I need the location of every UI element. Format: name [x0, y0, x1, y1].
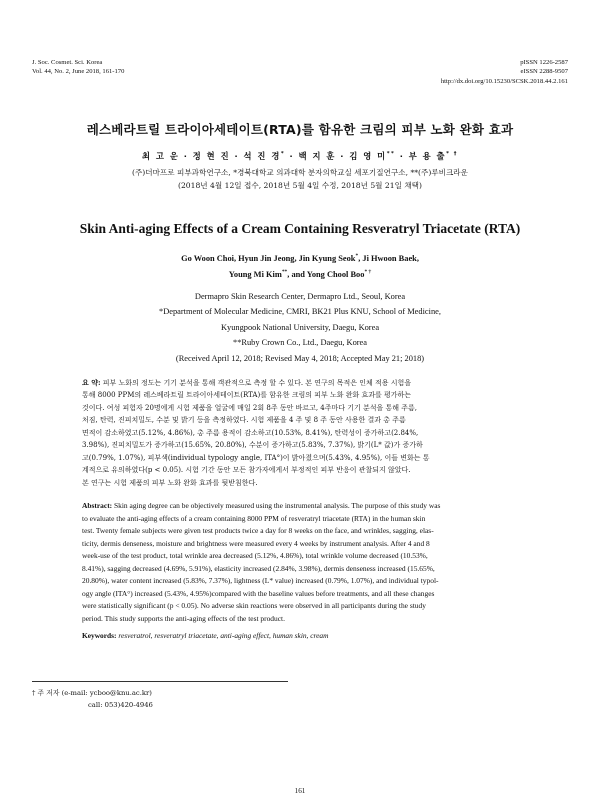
english-abstract-line: Abstract: Skin aging degree can be objectively measured using the instrumental analysis. The purpose of this study was: [82, 501, 441, 510]
keywords-value: resveratrol, resveratryl triacetate, anti-aging effect, human skin, cream: [116, 631, 329, 640]
english-abstract: [82, 500, 518, 625]
korean-abstract-line: 처짐, 탄력, 진피치밀도, 수분 및 밝기 등을 측정하였다. 시험 제품을 4 주 및 8 주 동안 사용한 결과 총 주름: [82, 416, 406, 425]
korean-abstract-line: 요 약: 피부 노화의 정도는 기기 분석을 통해 객관적으로 측정 할 수 있다. 본 연구의 목적은 인체 적용 시험을: [82, 378, 412, 387]
page-number: 161: [294, 787, 306, 795]
korean-abstract-label: 요 약:: [82, 378, 101, 387]
korean-abstract: [82, 377, 518, 489]
english-dates: (Received April 12, 2018; Revised May 4, 2018; Accepted May 21; 2018): [175, 353, 425, 363]
english-sup-star-dagger: * †: [364, 269, 372, 276]
footnote-email: † 주 저자 (e-mail: ycboo@knu.ac.kr): [32, 689, 152, 697]
english-abstract-line: week-use of the test product, total wrinkle area decreased (5.12%, 4.86%), total wrinkle volume decreased (10.53%,: [82, 551, 428, 561]
english-sup-star: *: [355, 253, 359, 260]
footnote-phone: call: 053)420-4946: [88, 701, 153, 709]
korean-abstract-line: 본 연구는 시험 제품의 피부 노화 완화 효과를 뒷받침한다.: [82, 478, 258, 487]
keywords: [82, 631, 518, 640]
korean-affiliation: [40, 167, 560, 192]
english-abstract-line: test. Twenty female subjects were given test products twice a day for 8 weeks on the face, and wrinkles, sagging, elas-: [82, 526, 434, 536]
english-sup-dstar: **: [281, 269, 288, 276]
english-authors-1a: Go Woon Choi, Hyun Jin Jeong, Jin Kyung Seok: [181, 254, 356, 263]
english-title: Skin Anti-aging Effects of a Cream Containing Resveratryl Triacetate (RTA): [79, 221, 521, 236]
english-affil-line2: *Department of Molecular Medicine, CMRI, BK21 Plus KNU, School of Medicine,: [159, 307, 441, 317]
english-authors-2a: Young Mi Kim: [228, 270, 282, 279]
english-affil-line4: **Ruby Crown Co., Ltd., Daegu, Korea: [233, 338, 367, 348]
footnote-divider: [32, 681, 288, 682]
korean-authors-part2: · 백 지 훈 · 김 영 미: [285, 151, 387, 161]
journal-name: J. Soc. Cosmet. Sci. Korea: [32, 59, 103, 66]
journal-info: [32, 58, 124, 77]
english-authors: [40, 251, 560, 283]
english-abstract-line: were statistically significant (p < 0.05). No adverse skin reactions were observed in all participants during the study: [82, 601, 426, 611]
korean-authors: [40, 150, 560, 162]
keywords-label: Keywords:: [82, 631, 117, 640]
korean-title: 레스베라트릴 트라이아세테이트(RTA)를 함유한 크림의 피부 노화 완화 효과: [86, 122, 514, 137]
korean-affiliation-line: (주)더마프로 피부과학연구소, *경북대학교 의과대학 분자의학교실 세포기질연구소, **(주)루비크라운: [132, 168, 468, 177]
korean-authors-part3: · 부 용 출: [395, 151, 447, 161]
korean-abstract-line: 통해 8000 PPM의 레스베라트릴 트라이아세테이트(RTA)를 함유한 크림의 피부 노화 완화 효과를 평가하는: [82, 391, 412, 400]
journal-volume: Vol. 44, No. 2, June 2018, 161-170: [32, 68, 125, 76]
english-affiliation: [40, 289, 560, 366]
korean-abstract-line: 고(0.79%, 1.07%), 피부색(individual typology angle, ITA°)이 밝아졌으며(5.43%, 4.95%), 이들 변화는 통: [82, 453, 430, 462]
pissn: pISSN 1226-2587: [520, 59, 568, 66]
korean-abstract-line: 계적으로 유의하였다(p < 0.05). 시험 기간 동안 모든 참가자에게서 부정적인 피부 반응이 관찰되지 않았다.: [82, 466, 411, 475]
footnote: [32, 687, 153, 711]
english-abstract-line: period. This study supports the anti-aging effects of the test product.: [82, 613, 285, 623]
korean-sup3: * †: [446, 151, 458, 158]
english-abstract-label: Abstract:: [82, 501, 113, 510]
issn-info: [441, 58, 568, 86]
english-affil-line1: Dermapro Skin Research Center, Dermapro Ltd., Seoul, Korea: [194, 292, 406, 301]
korean-authors-part1: 최 고 운 · 정 현 진 · 석 진 경: [142, 151, 281, 161]
korean-abstract-line: 면적이 감소하였고(5.12%, 4.86%), 총 주름 용적이 감소하고(10.53%, 8.41%), 탄력성이 증가하고(2.84%,: [82, 428, 419, 437]
english-abstract-line: to evaluate the anti-aging effects of a cream containing 8000 PPM of resveratryl triacetate (RTA) in the human skin: [82, 513, 426, 523]
english-authors-line2: [40, 267, 560, 283]
english-affil-line3: Kyungpook National University, Daegu, Korea: [220, 322, 380, 332]
english-abstract-line: 8.41%), sagging decreased (4.69%, 5.91%), elasticity increased (2.84%, 3.98%), dermis denseness increased (15.65%,: [82, 563, 435, 573]
korean-dates: (2018년 4월 12일 접수, 2018년 5월 4일 수정, 2018년 5월 21일 채택): [178, 180, 422, 190]
english-authors-2b: , and Yong Chool Boo: [287, 270, 365, 279]
doi-link[interactable]: http://dx.doi.org/10.15230/SCSK.2018.44.2.161: [440, 77, 568, 85]
eissn: eISSN 2288-9507: [520, 68, 568, 76]
korean-abstract-line: 것이다. 여성 피험자 20명에게 시험 제품을 얼굴에 매일 2회 8주 동안 바르고, 4주마다 기기 분석을 통해 주름,: [82, 403, 418, 412]
english-abstract-line: ticity, dermis denseness, moisture and brightness were measured every 4 weeks by instrument analysis. After 4 and 8: [82, 538, 430, 548]
korean-sup1: *: [280, 151, 286, 158]
korean-sup2: **: [386, 151, 396, 158]
korean-abstract-line: 3.98%), 진피치밀도가 증가하고(15.65%, 20.80%), 수분이 증가하고(5.83%, 7.37%), 밝기(L* 값)가 증가하: [82, 441, 423, 450]
english-authors-1b: , Ji Hwoon Baek,: [358, 254, 419, 263]
english-abstract-line: ogy angle (ITA°) increased (5.43%, 4.95%)compared with the baseline values before treatments, and all these changes: [82, 588, 435, 598]
english-abstract-line: 20.80%), water content increased (5.83%, 7.37%), lightness (L* value) increased (0.79%, 1.07%), and individual typol-: [82, 576, 439, 586]
english-authors-line1: [40, 251, 560, 267]
